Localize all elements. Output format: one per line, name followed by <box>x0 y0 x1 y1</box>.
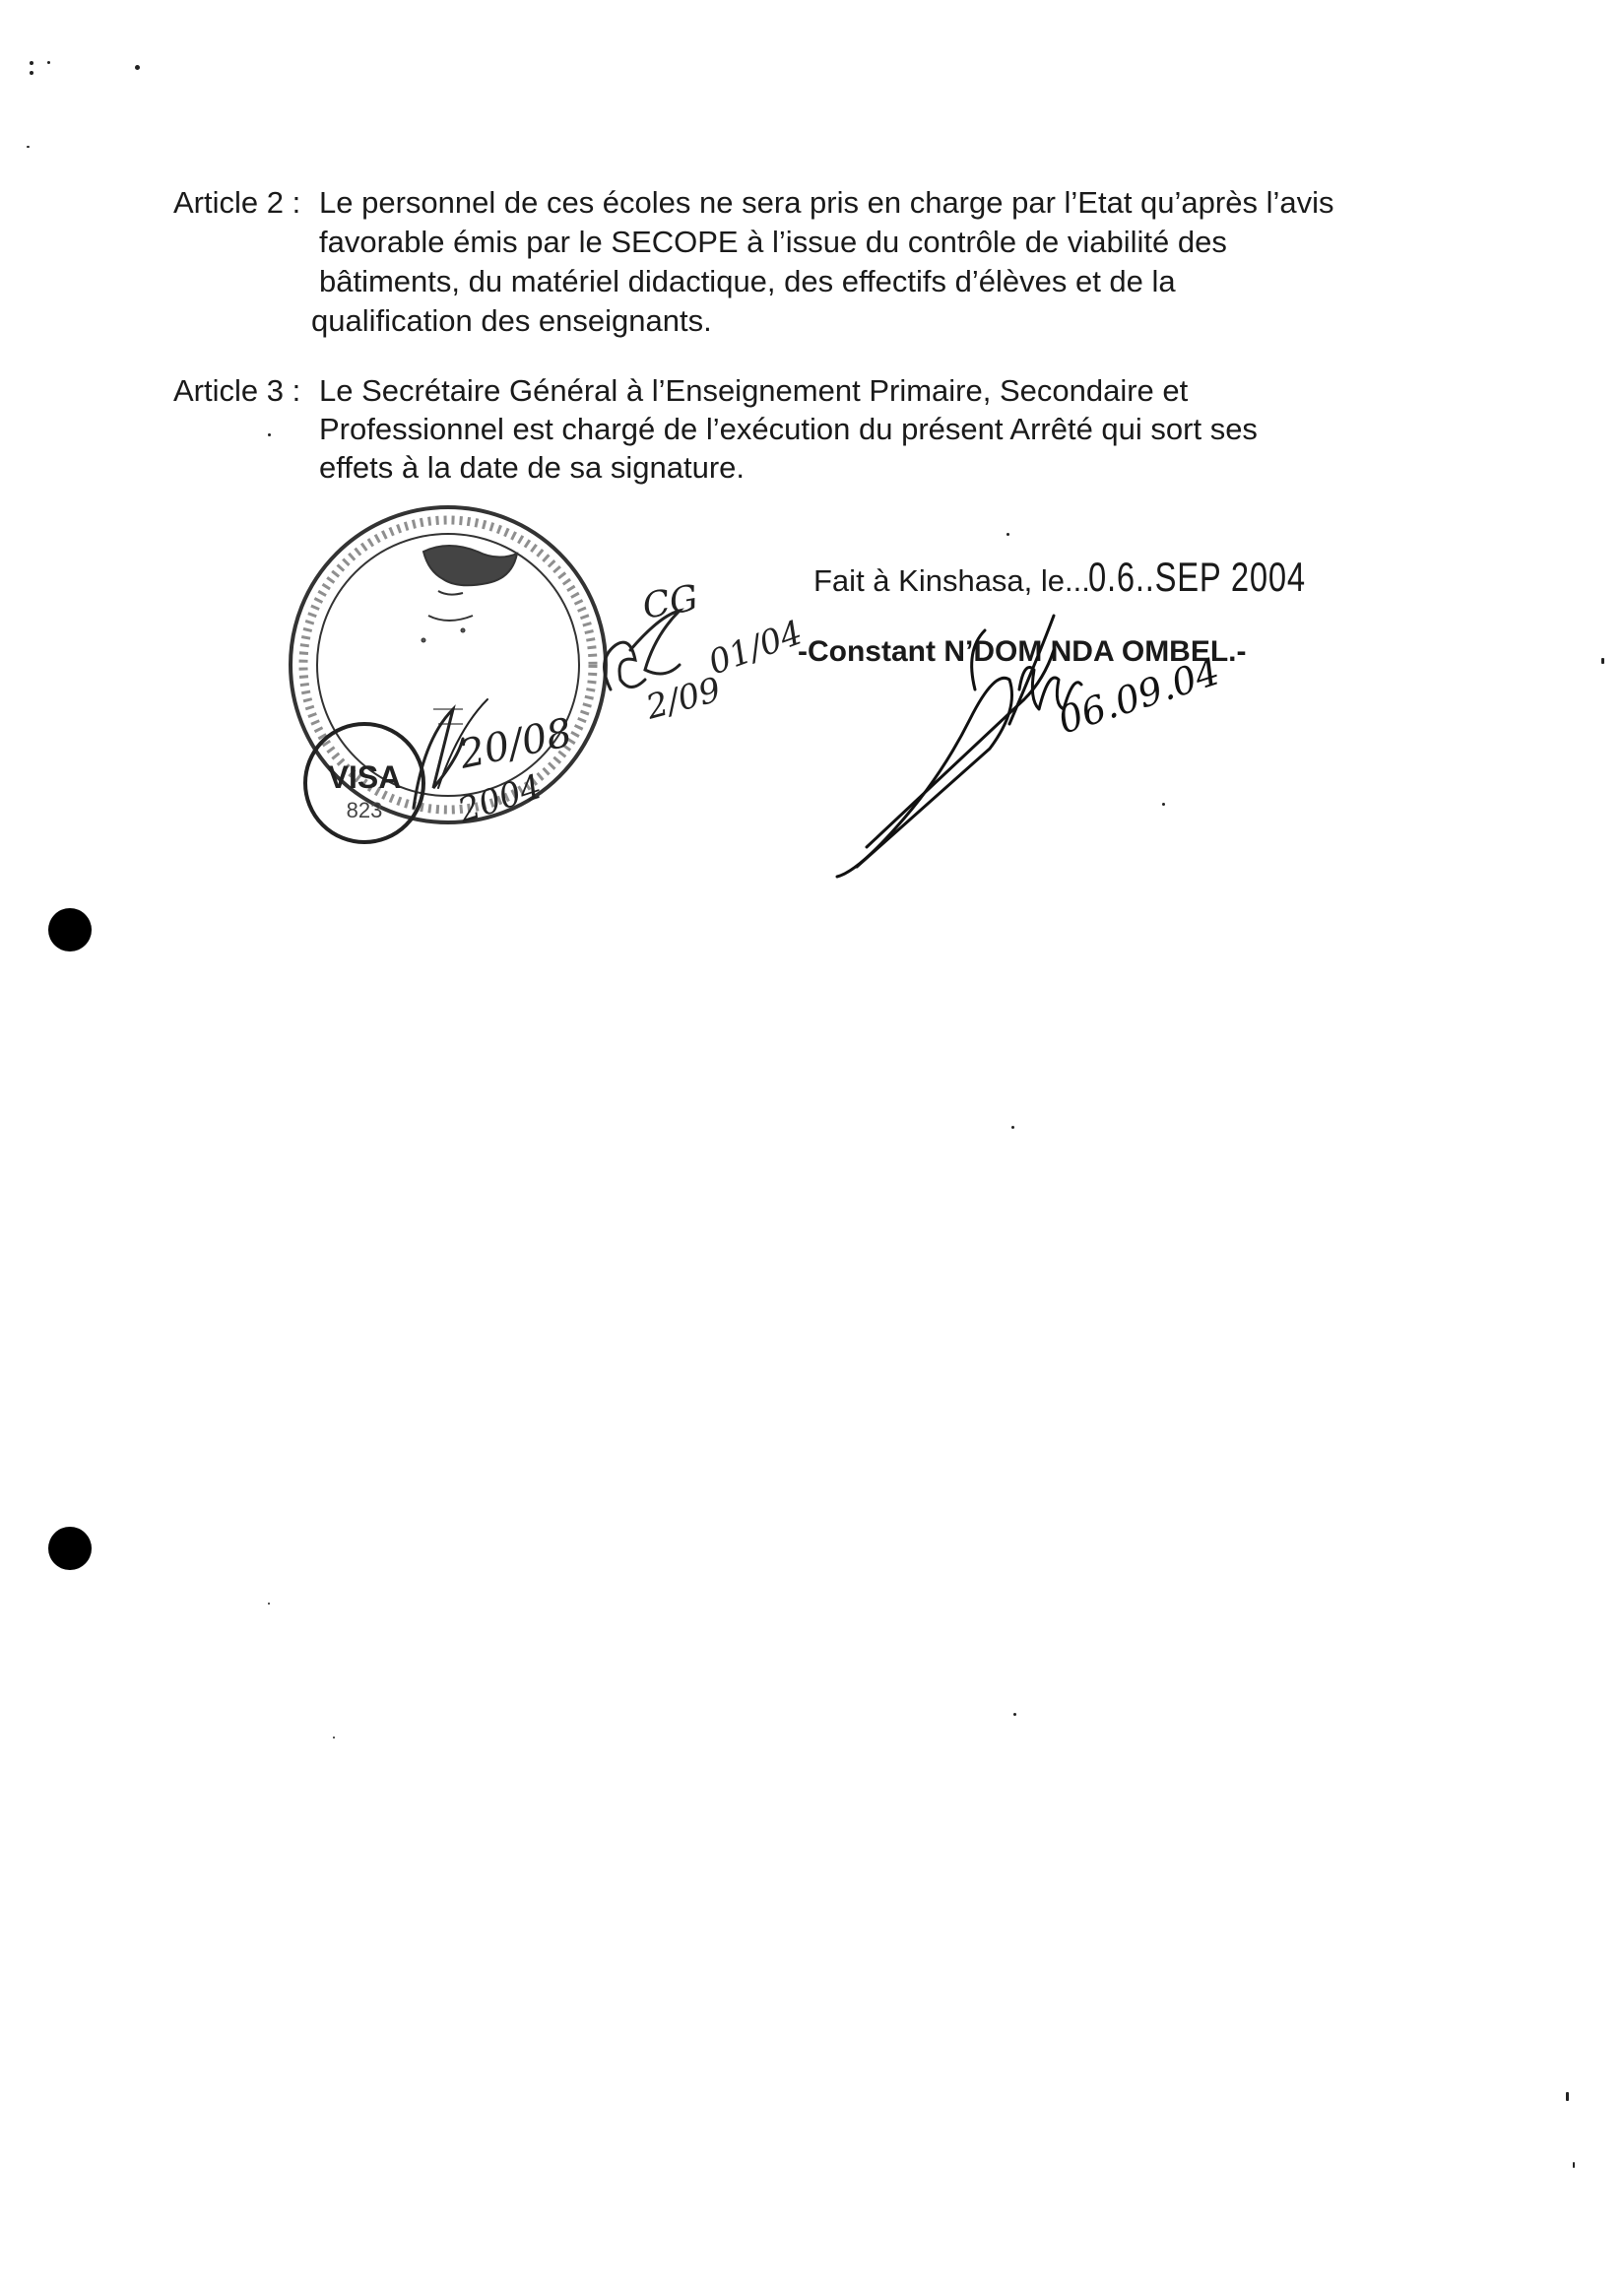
scan-speck <box>30 71 33 75</box>
scan-speck <box>333 1737 335 1738</box>
scan-speck <box>1601 658 1604 664</box>
article-text-line: Professionnel est chargé de l’exécution du présent Arrêté qui sort ses <box>319 412 1258 446</box>
article-number: Article 2 : <box>173 185 301 220</box>
minister-signature-icon <box>837 616 1081 877</box>
article-text-line: Le personnel de ces écoles ne sera pris en charge par l’Etat qu’après l’avis <box>319 185 1334 220</box>
initials-second-annotation: 2/09 <box>641 670 726 728</box>
scan-speck <box>27 146 30 148</box>
signatory-name: -Constant N’DOM NDA OMBEL.- <box>798 635 1247 668</box>
scan-speck <box>1566 2092 1569 2101</box>
scan-speck <box>268 433 271 436</box>
scan-speck <box>1006 533 1009 536</box>
punch-hole <box>48 1527 92 1570</box>
initials-date-annotation: 01/04 <box>703 613 809 684</box>
article-text-line: favorable émis par le SECOPE à l’issue du contrôle de viabilité des <box>319 225 1227 259</box>
date-stamp: 0.6..SEP 2004 <box>1087 554 1306 600</box>
visa-number: 823 <box>346 798 383 822</box>
article-text-line: Le Secrétaire Général à l’Enseignement Primaire, Secondaire et <box>319 373 1189 408</box>
initials-scribble-icon <box>605 578 809 728</box>
scan-speck <box>268 1603 270 1605</box>
scan-speck <box>1573 2162 1575 2168</box>
scan-speck <box>1011 1126 1014 1129</box>
scan-speck <box>30 61 33 65</box>
signature-date-annotation: 06.09.04 <box>1053 649 1225 743</box>
place-label: Fait à Kinshasa, le... <box>813 563 1090 598</box>
scan-speck <box>1013 1713 1016 1716</box>
scan-speck <box>47 61 50 64</box>
article-number: Article 3 : <box>173 373 301 408</box>
article-text-line: bâtiments, du matériel didactique, des effectifs d’élèves et de la <box>319 264 1176 298</box>
seal-year-annotation: 2004 <box>453 766 548 831</box>
scan-speck <box>135 65 140 70</box>
visa-label: VISA <box>327 759 402 795</box>
article-text-line: qualification des enseignants. <box>311 303 712 338</box>
seal-date-annotation: 20/08 <box>455 709 576 778</box>
initials-annotation: CG <box>639 577 702 627</box>
article-text-line: effets à la date de sa signature. <box>319 450 746 485</box>
visa-stamp-icon <box>305 724 423 842</box>
punch-hole <box>48 908 92 951</box>
scan-speck <box>1162 803 1165 806</box>
